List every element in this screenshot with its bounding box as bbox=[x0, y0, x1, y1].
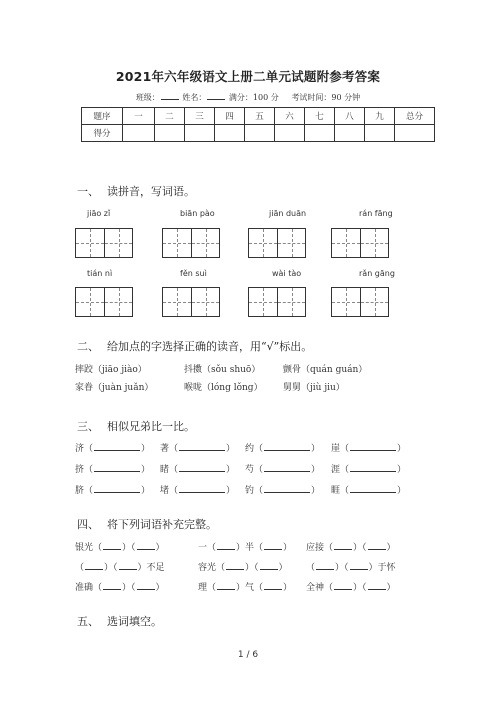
score-entry[interactable] bbox=[185, 125, 215, 142]
score-cell: 三 bbox=[185, 108, 215, 125]
score-cell: 总分 bbox=[395, 108, 435, 125]
pinyin: tián nì bbox=[87, 269, 113, 278]
char-grid[interactable] bbox=[162, 228, 220, 258]
idiom-item: 银光（ ）（ ） bbox=[75, 540, 165, 553]
reading-item: 喉咙（lóng lǒng） bbox=[184, 383, 263, 393]
char-grid[interactable] bbox=[75, 287, 133, 317]
idiom-item: 全神（ ）（ ） bbox=[306, 580, 396, 593]
score-table-score-row bbox=[82, 125, 435, 142]
char-grid[interactable] bbox=[248, 228, 306, 258]
reading-item: 颤骨（quán guán） bbox=[283, 365, 368, 375]
score-entry[interactable] bbox=[155, 125, 185, 142]
score-cell: 二 bbox=[155, 108, 185, 125]
page-number: 1 / 6 bbox=[237, 650, 259, 660]
full-score: 满分：100 分 bbox=[228, 93, 279, 102]
section-4-heading: 四、 将下列词语补充完整。 bbox=[77, 518, 217, 531]
exam-info bbox=[0, 91, 496, 103]
score-cell: 八 bbox=[335, 108, 365, 125]
compare-item: 济（ ） bbox=[75, 441, 150, 454]
idiom-item: 容光（ ）（ ） bbox=[198, 560, 288, 573]
compare-item: 堵（ ） bbox=[160, 483, 235, 496]
compare-item: 挤（ ） bbox=[75, 462, 150, 475]
score-table-header-row bbox=[82, 108, 435, 125]
score-cell: 七 bbox=[305, 108, 335, 125]
compare-item: 钓（ ） bbox=[245, 483, 320, 496]
idiom-item: 理（ ）气（ ） bbox=[198, 580, 292, 593]
idiom-item: 一（ ）半（ ） bbox=[198, 540, 292, 553]
score-cell: 六 bbox=[275, 108, 305, 125]
score-cell: 九 bbox=[365, 108, 395, 125]
score-entry[interactable] bbox=[305, 125, 335, 142]
char-grid[interactable] bbox=[248, 287, 306, 317]
section-2-heading: 二、 给加点的字选择正确的读音，用“√”标出。 bbox=[77, 340, 313, 353]
pinyin: jiān duān bbox=[269, 209, 307, 218]
idiom-item: 应接（ ）（ ） bbox=[306, 540, 396, 553]
pinyin: jiāo zǐ bbox=[87, 209, 111, 218]
pinyin: rǎn gāng bbox=[359, 269, 395, 278]
reading-item: 抖擞（sǒu shuō） bbox=[184, 365, 261, 375]
score-entry[interactable] bbox=[275, 125, 305, 142]
score-cell: 四 bbox=[215, 108, 245, 125]
page-title: 2021年六年级语文上册二单元试题附参考答案 bbox=[115, 69, 381, 84]
pinyin: rán fāng bbox=[359, 209, 393, 218]
reading-item: 舅舅（jiù jiu） bbox=[283, 383, 345, 393]
compare-item: 睚（ ） bbox=[331, 483, 406, 496]
exam-time: 考试时间：90 分钟 bbox=[291, 93, 361, 102]
section-1-heading: 一、 读拼音，写词语。 bbox=[77, 185, 195, 198]
score-entry[interactable] bbox=[215, 125, 245, 142]
score-table bbox=[81, 107, 435, 142]
idiom-item: （ ）（ ）不足 bbox=[75, 560, 165, 573]
compare-item: 约（ ） bbox=[245, 441, 320, 454]
score-cell: 五 bbox=[245, 108, 275, 125]
reading-item: 家眷（juàn juǎn） bbox=[75, 383, 154, 393]
class-label: 班级： bbox=[135, 93, 160, 102]
compare-item: 崖（ ） bbox=[331, 441, 406, 454]
section-5-heading: 五、 选词填空。 bbox=[77, 615, 162, 628]
name-blank bbox=[207, 91, 225, 100]
compare-item: 芍（ ） bbox=[245, 462, 320, 475]
score-cell: 一 bbox=[123, 108, 155, 125]
idiom-item: 准确（ ）（ ） bbox=[75, 580, 165, 593]
compare-item: 涯（ ） bbox=[331, 462, 406, 475]
pinyin: fěn suì bbox=[180, 269, 207, 278]
reading-item: 摔跤（jiāo jiào） bbox=[75, 365, 147, 375]
char-grid[interactable] bbox=[331, 228, 389, 258]
pinyin: wài tào bbox=[272, 269, 302, 278]
section-3-heading: 三、 相似兄弟比一比。 bbox=[77, 420, 195, 433]
char-grid[interactable] bbox=[162, 287, 220, 317]
compare-item: 脐（ ） bbox=[75, 483, 150, 496]
score-entry[interactable] bbox=[245, 125, 275, 142]
name-label: 姓名： bbox=[182, 93, 207, 102]
score-row-label: 得分 bbox=[82, 125, 123, 142]
class-blank bbox=[161, 91, 179, 100]
score-entry[interactable] bbox=[335, 125, 365, 142]
char-grid[interactable] bbox=[331, 287, 389, 317]
score-entry[interactable] bbox=[365, 125, 395, 142]
compare-item: 著（ ） bbox=[160, 441, 235, 454]
score-entry[interactable] bbox=[123, 125, 155, 142]
pinyin: biān pào bbox=[180, 209, 215, 218]
score-cell: 题序 bbox=[82, 108, 123, 125]
char-grid[interactable] bbox=[75, 228, 133, 258]
score-entry[interactable] bbox=[395, 125, 435, 142]
compare-item: 睹（ ） bbox=[160, 462, 235, 475]
idiom-item: （ ）（ ）于怀 bbox=[306, 560, 396, 573]
